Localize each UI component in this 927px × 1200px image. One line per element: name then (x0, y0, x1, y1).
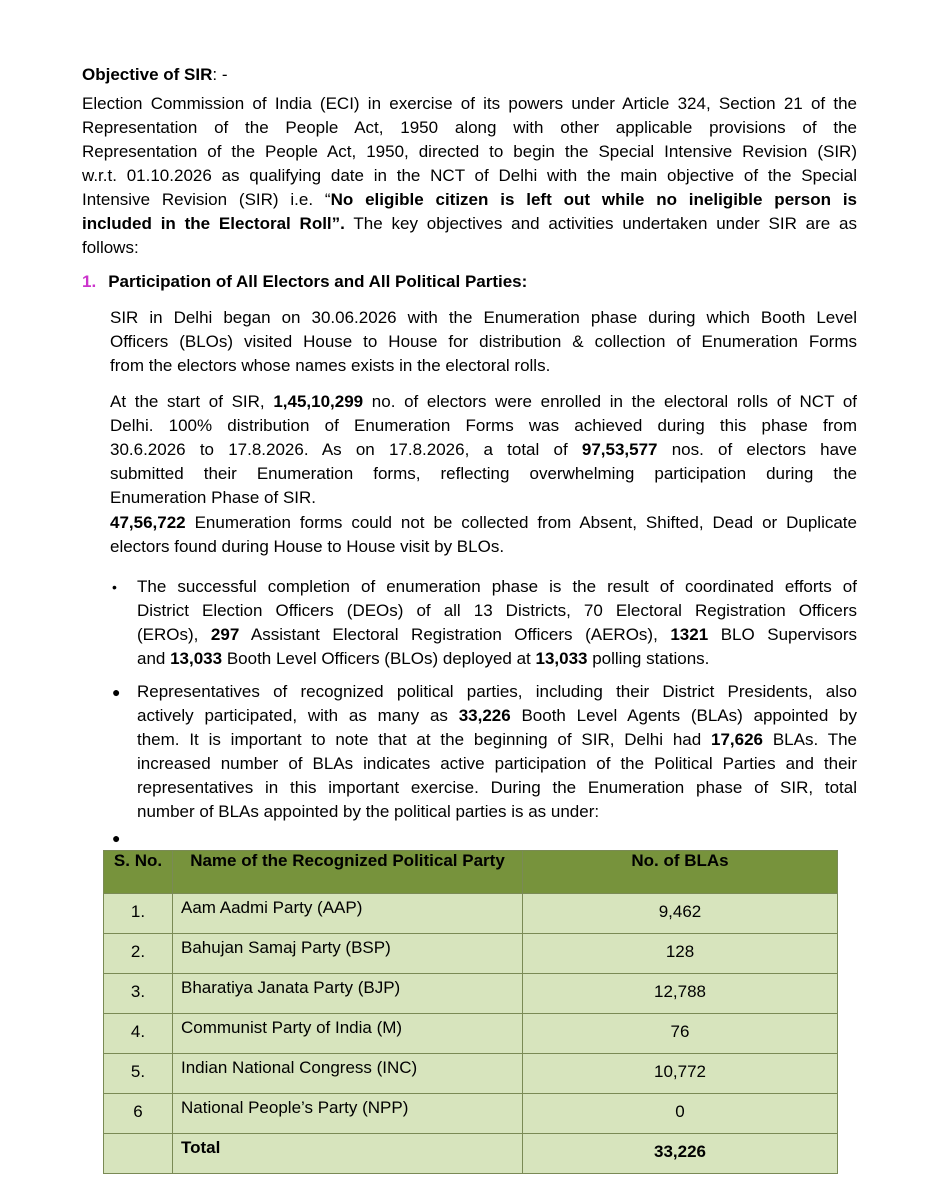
para2-text: nos. of electors have (657, 440, 858, 459)
cell-sno: 2. (104, 934, 173, 974)
para1-line: from the electors whose names exists in the electoral rolls. (110, 356, 551, 375)
bullet2-line: Representatives of recognized political parties, including their District Presidents, also (137, 682, 857, 701)
intro-line (82, 188, 857, 212)
cell-sno: 3. (104, 974, 173, 1014)
intro-line: w.r.t. 01.10.2026 as qualifying date in the NCT of Delhi with the main objective of the Special (82, 166, 857, 185)
bullet2-line: increased number of BLAs indicates active participation of the Political Parties and their (137, 754, 857, 773)
bullet1-text: Booth Level Officers (BLOs) deployed at (222, 649, 536, 668)
cell-blas: 10,772 (523, 1054, 838, 1094)
bullet2-text: BLAs. The (763, 730, 857, 749)
total-blas: 33,226 (523, 1134, 838, 1174)
bullet-marker: • (112, 579, 117, 595)
cell-sno: 5. (104, 1054, 173, 1094)
cell-party: Bahujan Samaj Party (BSP) (173, 934, 523, 974)
table-row (104, 934, 838, 974)
intro-line: Representation of the People Act, 1950, directed to begin the Special Intensive Revision (SIR) (82, 142, 857, 161)
blo-count: 13,033 (170, 649, 223, 668)
bullet1-line: District Election Officers (DEOs) of all 13 Districts, 70 Electoral Registration Officers (137, 601, 857, 620)
intro-line: Election Commission of India (ECI) in exercise of its powers under Article 324, Section 21 of the (82, 94, 857, 113)
bullet2-line: representatives in this important exercise. During the Enumeration phase of SIR, total (137, 778, 857, 797)
para1-line: Officers (BLOs) visited House to House for distribution & collection of Enumeration Forms (110, 332, 857, 351)
intro-line: follows: (82, 238, 139, 257)
bullet-marker: ● (112, 830, 121, 846)
intro-line: Representation of the People Act, 1950 along with other applicable provisions of the (82, 118, 857, 137)
cell-sno: 1. (104, 894, 173, 934)
bullet1-text: BLO Supervisors (708, 625, 858, 644)
intro-bold-quote: No eligible citizen is left out while no ineligible person is (330, 190, 858, 209)
bla-initial-count: 17,626 (711, 730, 764, 749)
cell-blas: 0 (523, 1094, 838, 1134)
para1-line: SIR in Delhi began on 30.06.2026 with the Enumeration phase during which Booth Level (110, 308, 857, 327)
header-sno: S. No. (104, 851, 173, 894)
cell-blas: 9,462 (523, 894, 838, 934)
header-party: Name of the Recognized Political Party (173, 851, 523, 894)
intro-bold-quote-end: included in the Electoral Roll”. (82, 214, 345, 233)
header-blas: No. of BLAs (523, 851, 838, 894)
aero-count: 297 (210, 625, 240, 644)
bullet1-text: Assistant Electoral Registration Officers (AEROs), (239, 625, 671, 644)
table-row (104, 1094, 838, 1134)
para2-line: Enumeration Phase of SIR. (110, 488, 317, 507)
para2-line (110, 390, 857, 414)
para2-text: no. of electors were enrolled in the electoral rolls of NCT of (363, 392, 857, 411)
bullet-marker: ● (112, 684, 121, 700)
heading-suffix: : - (212, 65, 228, 84)
section-heading (82, 63, 857, 87)
section-1-number: 1. (82, 272, 97, 291)
bullet1-text: and (137, 649, 171, 668)
para3-line (110, 511, 857, 535)
bullet2-line (137, 728, 857, 752)
cell-party: Indian National Congress (INC) (173, 1054, 523, 1094)
table-row (104, 1014, 838, 1054)
cell-sno (104, 1134, 173, 1174)
bullet1-line (137, 623, 857, 647)
para2-line (110, 438, 857, 462)
bla-table (103, 850, 838, 1174)
para2-text: 30.6.2026 to 17.8.2026. As on 17.8.2026, a total of (110, 440, 582, 459)
bla-total-count: 33,226 (458, 706, 511, 725)
heading-title: Objective of SIR (82, 65, 213, 84)
blo-supervisor-count: 1321 (670, 625, 709, 644)
electors-enrolled-count: 1,45,10,299 (273, 392, 364, 411)
bullet2-line: number of BLAs appointed by the political parties is as under: (137, 802, 600, 821)
para2-line: Delhi. 100% distribution of Enumeration Forms was achieved during this phase from (110, 416, 857, 435)
bullet1-line (137, 647, 857, 671)
polling-station-count: 13,033 (535, 649, 588, 668)
cell-sno: 6 (104, 1094, 173, 1134)
section-1-heading (82, 270, 857, 294)
total-label: Total (173, 1134, 523, 1174)
forms-submitted-count: 97,53,577 (581, 440, 658, 459)
bullet1-line: The successful completion of enumeration phase is the result of coordinated efforts of (137, 577, 857, 596)
section-1-title: Participation of All Electors and All Political Parties: (108, 272, 528, 291)
cell-party: Bharatiya Janata Party (BJP) (173, 974, 523, 1014)
bullet2-text: actively participated, with as many as (137, 706, 459, 725)
cell-blas: 12,788 (523, 974, 838, 1014)
bullet2-text: them. It is important to note that at the beginning of SIR, Delhi had (137, 730, 712, 749)
cell-party: National People’s Party (NPP) (173, 1094, 523, 1134)
intro-tail: The key objectives and activities undertaken under SIR are as (344, 214, 857, 233)
table-row (104, 1054, 838, 1094)
cell-blas: 76 (523, 1014, 838, 1054)
table-header-row (104, 851, 838, 894)
cell-party: Communist Party of India (M) (173, 1014, 523, 1054)
bullet2-text: Booth Level Agents (BLAs) appointed by (510, 706, 857, 725)
intro-line-text: Intensive Revision (SIR) i.e. “ (82, 190, 331, 209)
para3-text: Enumeration forms could not be collected from Absent, Shifted, Dead or Duplicate (185, 513, 857, 532)
table-row (104, 974, 838, 1014)
intro-line (82, 212, 857, 236)
para3-line: electors found during House to House visit by BLOs. (110, 537, 505, 556)
bullet1-text: (EROs), (137, 625, 211, 644)
cell-sno: 4. (104, 1014, 173, 1054)
cell-party: Aam Aadmi Party (AAP) (173, 894, 523, 934)
para2-line: submitted their Enumeration forms, reflecting overwhelming participation during the (110, 464, 857, 483)
table-total-row (104, 1134, 838, 1174)
table-row (104, 894, 838, 934)
bullet1-text: polling stations. (587, 649, 710, 668)
cell-blas: 128 (523, 934, 838, 974)
bullet2-line (137, 704, 857, 728)
forms-not-collected-count: 47,56,722 (110, 513, 186, 532)
para2-text: At the start of SIR, (110, 392, 274, 411)
